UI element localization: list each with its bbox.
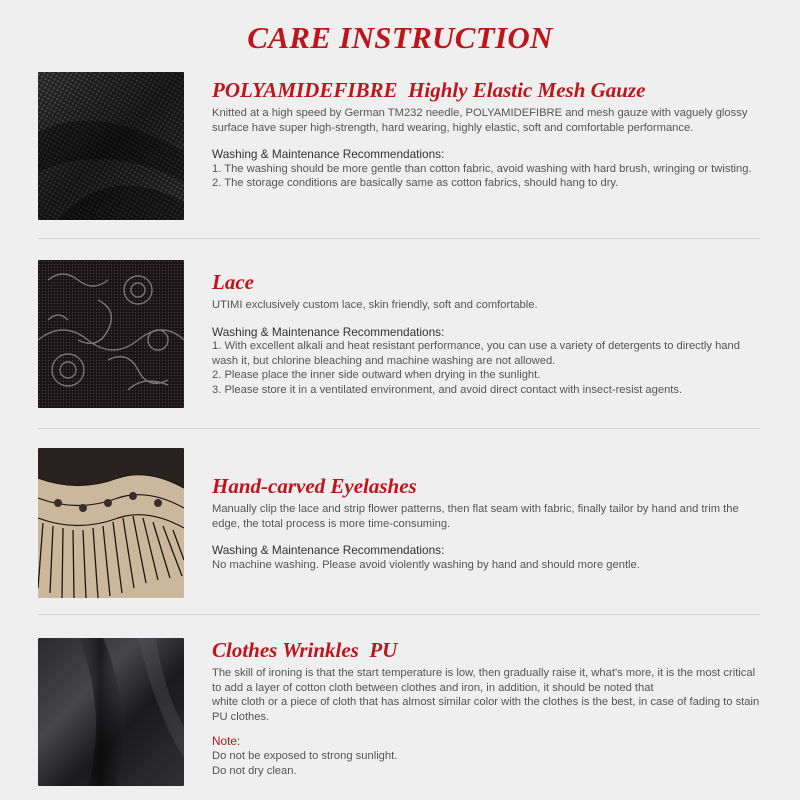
section-heading: Clothes Wrinkles PU (212, 638, 398, 662)
section-description: Knitted at a high speed by German TM232 needle, POLYAMIDEFIBRE and mesh gauze with vaguely glossy surface have super high-strength, hard wearing, highly elastic, soft and comfortable performance. (212, 107, 748, 134)
recommendations-label: Washing & Maintenance Recommendations: (212, 543, 445, 558)
eyelash-lace-image (38, 448, 184, 598)
recommendation-item: No machine washing. Please avoid violently washing by hand and should more gentle. (212, 558, 640, 571)
recommendation-item: 3. Please store it in a ventilated environment, and avoid direct contact with insect-resist agents. (212, 383, 683, 396)
note-item: Do not dry clean. (212, 764, 297, 777)
recommendations-label: Washing & Maintenance Recommendations: (212, 324, 445, 339)
page-title: CARE INSTRUCTION (247, 20, 553, 55)
section-description-continued: white cloth or a piece of cloth that has almost similar color with the clothes is the best, in case of fading to stain PU clothes. (212, 696, 760, 723)
recommendations-label: Washing & Maintenance Recommendations: (212, 147, 445, 162)
section-divider (38, 238, 760, 239)
mesh-fabric-image (38, 72, 184, 220)
lace-fabric-image (38, 260, 184, 408)
recommendation-item: 1. With excellent alkali and heat resistant performance, you can use a variety of detergents to directly hand wash it, but chlorine bleaching and machine washing are not allowed. (212, 340, 740, 367)
section-heading: Lace (212, 270, 254, 294)
note-label: Note: (212, 734, 241, 749)
section-divider (38, 428, 760, 429)
recommendation-item: 2. The storage conditions are basically same as cotton fabrics, should hang to dry. (212, 177, 619, 190)
section-heading: Hand-carved Eyelashes (212, 474, 417, 498)
section-description: UTIMI exclusively custom lace, skin friendly, soft and comfortable. (212, 299, 538, 311)
note-item: Do not be exposed to strong sunlight. (212, 749, 398, 762)
recommendation-item: 2. Please place the inner side outward when drying in the sunlight. (212, 369, 541, 382)
pu-leather-image (38, 638, 184, 786)
section-description: The skill of ironing is that the start temperature is low, then gradually raise it, what's more, it is the most critical to add a layer of cotton cloth between clothes and iron, in addition, it should be noted that (212, 667, 756, 694)
section-description: Manually clip the lace and strip flower patterns, then flat seam with fabric, finally tailor by hand and trim the edge, the total process is more time-consuming. (212, 503, 739, 530)
section-heading: POLYAMIDEFIBRE Highly Elastic Mesh Gauze (212, 78, 646, 102)
recommendation-item: 1. The washing should be more gentle than cotton fabric, avoid washing with hard brush, wringing or twisting. (212, 162, 752, 175)
section-divider (38, 614, 760, 615)
